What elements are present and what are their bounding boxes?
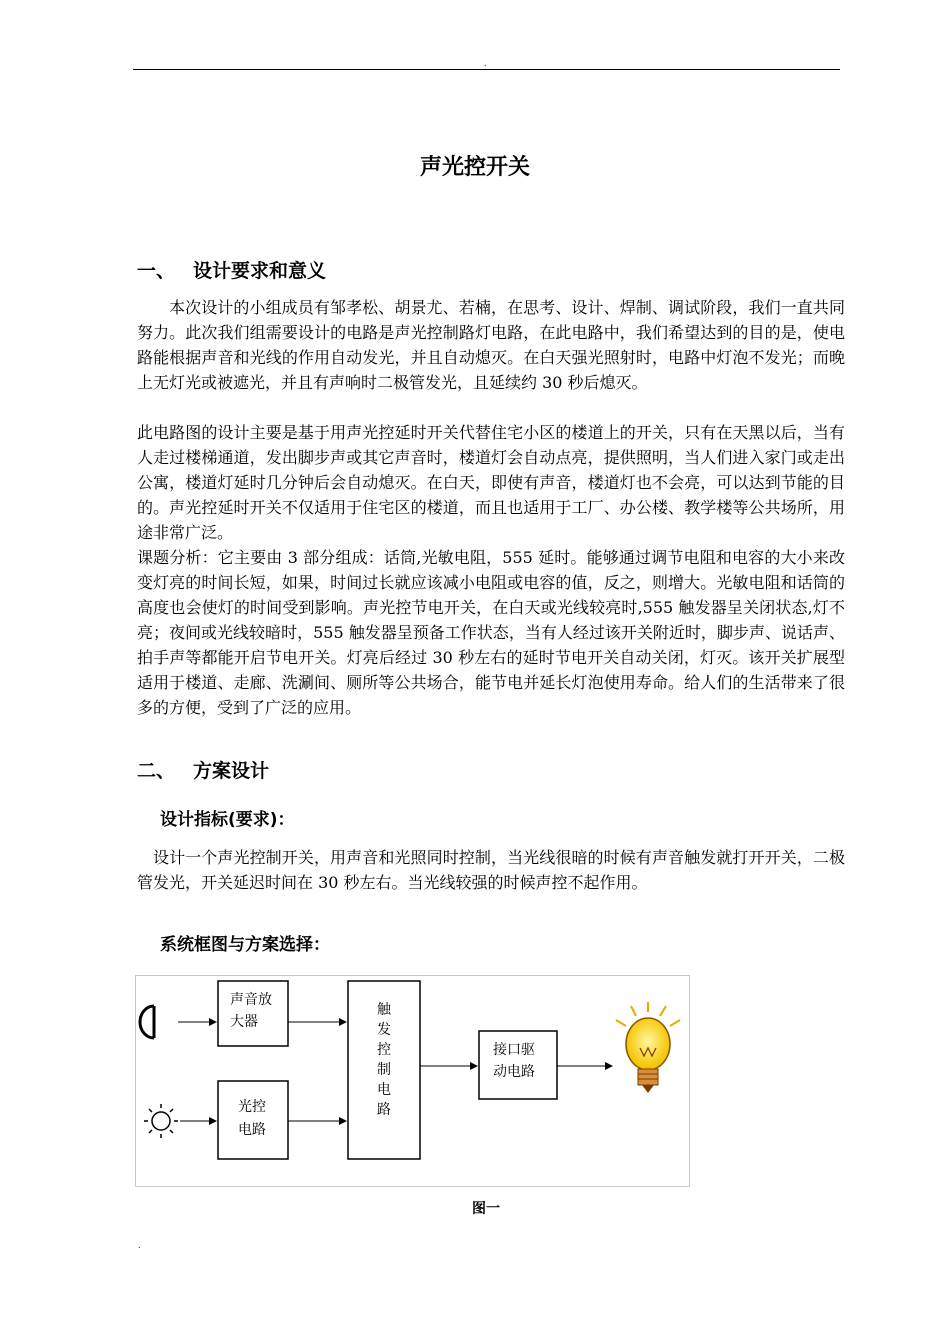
driver-label-2: 动电路 — [493, 1064, 535, 1080]
section2-title: 方案设计 — [193, 760, 270, 782]
light-ctrl-label-2: 电路 — [238, 1122, 266, 1138]
sound-amp-label-1: 声音放 — [230, 992, 272, 1008]
light-ctrl-label-1: 光控 — [238, 1099, 266, 1115]
trigger-label-6: 路 — [377, 1102, 391, 1118]
page-title: 声光控开关 — [419, 155, 530, 180]
driver-label-1: 接口驱 — [493, 1042, 535, 1058]
section1-title: 设计要求和意义 — [193, 260, 327, 282]
section2-heading — [137, 756, 269, 783]
trigger-label-2: 发 — [377, 1022, 391, 1038]
light-ctrl-block — [218, 1081, 288, 1159]
section1-paragraph-1: 本次设计的小组成员有邹孝松、胡景尤、若楠，在思考、设计、焊制、调试阶段，我们一直共同努力。此次我们组需要设计的电路是声光控制路灯电路，在此电路中，我们希望达到的目的是，使电路能根据声音和光线的作用自动发光，并且自动熄灭。在白天强光照射时，电路中灯泡不发光；而晚上无灯光或被遮光，并且有声响时二极管发光，且延续约 30 秒后熄灭。 — [137, 298, 845, 392]
block-diagram-heading: 系统框图与方案选择： — [160, 935, 330, 955]
trigger-label-1: 触 — [377, 1002, 391, 1018]
section1-number: 一、 — [137, 260, 176, 282]
trigger-label-4: 制 — [377, 1062, 391, 1078]
section1-paragraph-2: 此电路图的设计主要是基于用声光控延时开关代替住宅小区的楼道上的开关，只有在天黑以后，当有人走过楼梯通道，发出脚步声或其它声音时，楼道灯会自动点亮，提供照明，当人们进入家门或走出公寓，楼道灯延时几分钟后会自动熄灭。在白天，即使有声音，楼道灯也不会亮，可以达到节能的目的。声光控延时开关不仅适用于住宅区的楼道，而且也适用于工厂、办公楼、教学楼等公共场所，用途非常广泛。 — [137, 423, 845, 542]
design-spec-paragraph: 设计一个声光控制开关，用声音和光照同时控制，当光线很暗的时候有声音触发就打开开关，二极管发光，开关延迟时间在 30 秒左右。当光线较强的时候声控不起作用。 — [137, 848, 845, 892]
diagram-caption: 图一 — [472, 1201, 500, 1217]
footer-mark: . — [138, 1241, 141, 1250]
design-spec-heading: 设计指标(要求)： — [160, 810, 295, 830]
section1-heading — [137, 256, 326, 283]
microphone-icon — [140, 1006, 154, 1038]
trigger-label-5: 电 — [377, 1082, 391, 1098]
sun-icon — [144, 1104, 178, 1138]
header-mark: . — [484, 59, 487, 68]
header-rule — [133, 69, 840, 70]
section2-number: 二、 — [137, 760, 176, 782]
sound-amp-label-2: 大器 — [230, 1014, 258, 1030]
trigger-label-3: 控 — [377, 1042, 391, 1058]
light-bulb-icon — [616, 1002, 680, 1093]
section1-paragraph-3: 课题分析：它主要由 3 部分组成：话筒,光敏电阻，555 延时。能够通过调节电阻和电容的大小来改变灯亮的时间长短，如果，时间过长就应该减小电阻或电容的值，反之，则增大。光敏电阻和话筒的高度也会使灯的时间受到影响。声光控节电开关，在白天或光线较亮时,555 触发器呈关闭状态,灯不亮；夜间或光线较暗时，555 触发器呈预备工作状态，当有人经过该开关附近时，脚步声、说话声、拍手声等都能开启节电开关。灯亮后经过 30 秒左右的延时节电开关自动关闭，灯灭。该开关扩展型适用于楼道、走廊、洗涮间、厕所等公共场合，能节电并延长灯泡使用寿命。给人们的生活带来了很多的方便，受到了广泛的应用。 — [137, 548, 845, 717]
block-diagram — [135, 975, 690, 1187]
